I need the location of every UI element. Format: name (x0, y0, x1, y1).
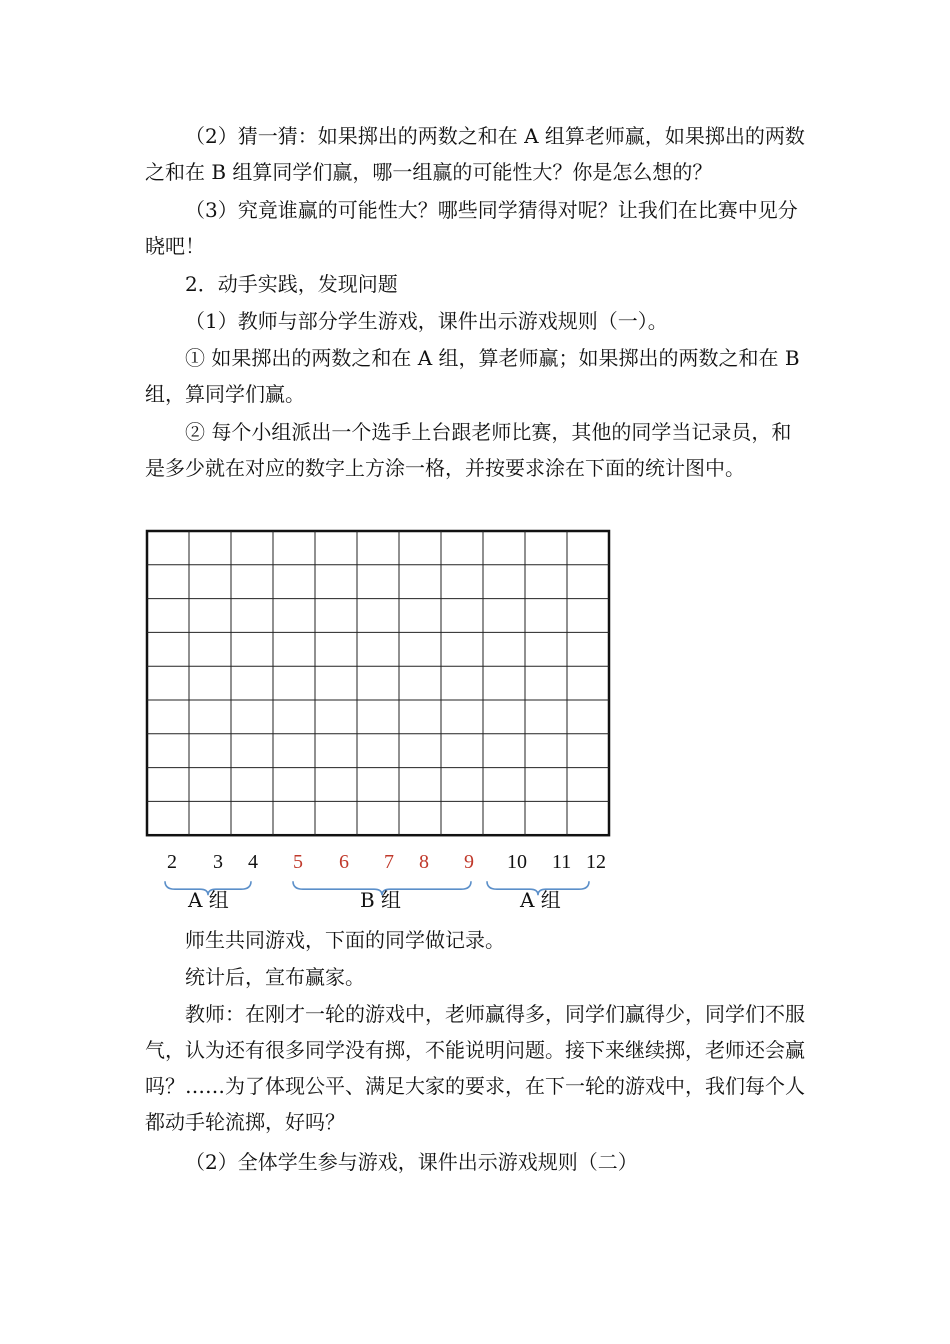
tally-grid (145, 528, 615, 905)
rule-2: ② 每个小组派出一个选手上台跟老师比赛，其他的同学当记录员，和是多少就在对应的数字上方涂一格，并按要求涂在下面的统计图中。 (145, 420, 792, 480)
section-heading: 2．动手实践，发现问题 (185, 272, 398, 296)
paragraph-who-wins: （3）究竟谁赢的可能性大？哪些同学猜得对呢？让我们在比赛中见分晓吧！ (145, 198, 798, 258)
paragraph-teacher-game: （1）教师与部分学生游戏，课件出示游戏规则（一）。 (185, 309, 668, 333)
axis-label-5: 5 (293, 851, 303, 874)
axis-label-2: 2 (167, 851, 177, 874)
paragraph-announce: 统计后，宣布赢家。 (185, 965, 365, 989)
axis-label-6: 6 (339, 851, 349, 874)
paragraph-guess: （2）猜一猜：如果掷出的两数之和在 A 组算老师赢，如果掷出的两数之和在 B 组算同学们赢，哪一组赢的可能性大？你是怎么想的？ (145, 124, 805, 184)
paragraph-play-together: 师生共同游戏，下面的同学做记录。 (185, 928, 505, 952)
group-label-a-left: A 组 (188, 888, 229, 912)
group-label-a-right: A 组 (520, 888, 561, 912)
rule-1: ① 如果掷出的两数之和在 A 组，算老师赢；如果掷出的两数之和在 B 组，算同学们赢。 (145, 346, 800, 406)
paragraph-teacher-speech: 教师：在刚才一轮的游戏中，老师赢得多，同学们赢得少，同学们不服气，认为还有很多同学没有掷，不能说明问题。接下来继续掷，老师还会赢吗？……为了体现公平、满足大家的要求，在下一轮的游戏中，我们每个人都动手轮流掷，好吗？ (145, 1002, 805, 1134)
axis-label-9: 9 (464, 851, 474, 874)
paragraph-all-students: （2）全体学生参与游戏，课件出示游戏规则（二） (185, 1150, 638, 1174)
group-label-b: B 组 (360, 888, 402, 912)
axis-label-4: 4 (248, 851, 258, 874)
axis-label-12: 12 (586, 851, 606, 874)
grid-border (147, 531, 609, 835)
axis-label-8: 8 (419, 851, 429, 874)
axis-label-10: 10 (507, 851, 527, 874)
axis-label-11: 11 (552, 851, 572, 874)
axis-label-7: 7 (384, 851, 394, 874)
axis-label-3: 3 (213, 851, 223, 874)
tally-grid-chart (145, 528, 615, 901)
